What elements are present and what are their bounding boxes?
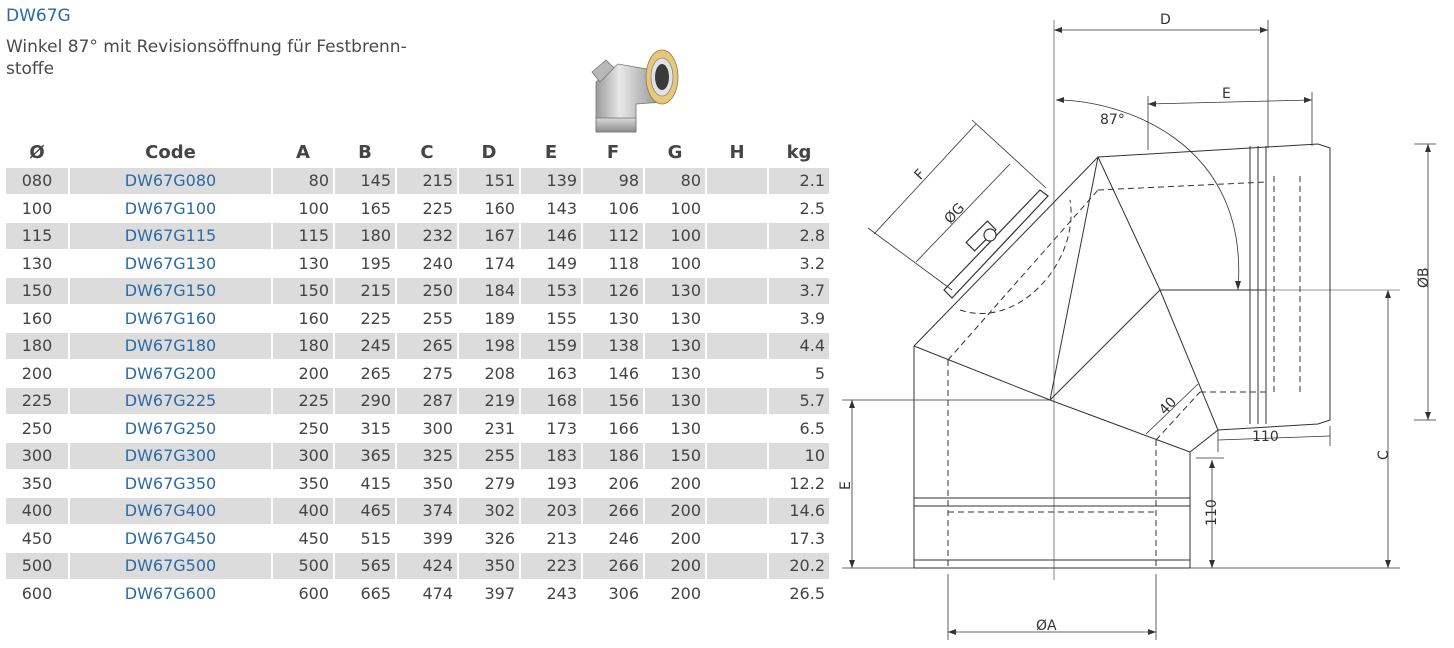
cell-c: 374	[397, 498, 457, 524]
cell-diameter: 400	[6, 498, 68, 524]
label-e-top: E	[1222, 86, 1231, 102]
cell-a: 160	[298, 308, 329, 328]
cell-a: 300	[273, 443, 333, 469]
cell-c: 325	[397, 443, 457, 469]
cell-b: 515	[360, 528, 391, 548]
cell-kg: 6.5	[799, 418, 825, 438]
cell-f: 146	[608, 363, 639, 383]
col-header-h: H	[729, 141, 745, 163]
cell-c: 215	[397, 168, 457, 194]
cell-a: 250	[298, 418, 329, 438]
cell-d: 255	[459, 443, 519, 469]
cell-kg: 2.5	[799, 198, 825, 218]
cell-diameter: 160	[21, 308, 53, 328]
cell-f: 306	[608, 583, 639, 603]
cell-diameter: 350	[21, 473, 53, 493]
product-code: DW67G	[6, 6, 71, 26]
cell-a: 80	[273, 168, 333, 194]
cell-b: 465	[335, 498, 395, 524]
cell-b: 245	[335, 333, 395, 359]
label-angle: 87°	[1100, 112, 1125, 128]
cell-f: 266	[583, 498, 643, 524]
cell-code: DW67G350	[124, 473, 217, 493]
cell-c: 232	[397, 223, 457, 249]
cell-d: 219	[459, 388, 519, 414]
cell-diameter: 600	[21, 583, 53, 603]
cell-d: 208	[484, 363, 515, 383]
cell-g: 200	[670, 583, 701, 603]
cell-b: 415	[360, 473, 391, 493]
cell-b: 565	[335, 553, 395, 579]
cell-kg: 10	[769, 443, 829, 469]
cell-e: 139	[521, 168, 581, 194]
cell-a: 130	[298, 253, 329, 273]
cell-c: 399	[422, 528, 453, 548]
cell-e: 193	[546, 473, 577, 493]
cell-d: 302	[459, 498, 519, 524]
cell-a: 100	[298, 198, 329, 218]
cell-code: DW67G150	[70, 278, 271, 304]
col-header-e: E	[544, 141, 558, 163]
cell-kg: 5.7	[769, 388, 829, 414]
cell-c: 287	[397, 388, 457, 414]
cell-kg: 3.9	[799, 308, 825, 328]
cell-code: DW67G180	[70, 333, 271, 359]
cell-c: 474	[422, 583, 453, 603]
cell-f: 138	[583, 333, 643, 359]
cell-a: 115	[273, 223, 333, 249]
cell-f: 206	[608, 473, 639, 493]
cell-g: 200	[670, 528, 701, 548]
cell-code: DW67G115	[70, 223, 271, 249]
col-header-kg: kg	[786, 141, 812, 163]
cell-f: 156	[583, 388, 643, 414]
cell-b: 145	[335, 168, 395, 194]
label-b: ØB	[1416, 267, 1432, 288]
col-header-d: D	[481, 141, 497, 163]
cell-d: 231	[484, 418, 515, 438]
cell-e: 146	[521, 223, 581, 249]
cell-e: 149	[546, 253, 577, 273]
cell-kg: 2.8	[769, 223, 829, 249]
cell-a: 500	[273, 553, 333, 579]
cell-a: 150	[273, 278, 333, 304]
cell-kg: 2.1	[769, 168, 829, 194]
cell-diameter: 115	[6, 223, 68, 249]
label-c: C	[1376, 450, 1392, 460]
cell-b: 180	[335, 223, 395, 249]
cell-diameter: 250	[21, 418, 53, 438]
cell-a: 600	[298, 583, 329, 603]
cell-kg: 12.2	[789, 473, 825, 493]
cell-diameter: 300	[6, 443, 68, 469]
col-header-diameter: Ø	[29, 141, 45, 163]
cell-f: 118	[608, 253, 639, 273]
cell-d: 174	[484, 253, 515, 273]
cell-a: 450	[298, 528, 329, 548]
label-40: 40	[1156, 394, 1181, 419]
cell-b: 195	[360, 253, 391, 273]
cell-kg: 3.7	[769, 278, 829, 304]
cell-diameter: 100	[21, 198, 53, 218]
cell-d: 279	[484, 473, 515, 493]
cell-e: 163	[546, 363, 577, 383]
cell-b: 215	[335, 278, 395, 304]
cell-d: 350	[459, 553, 519, 579]
cell-d: 326	[484, 528, 515, 548]
cell-e: 155	[546, 308, 577, 328]
cell-c: 225	[422, 198, 453, 218]
cell-b: 365	[335, 443, 395, 469]
cell-diameter: 200	[21, 363, 53, 383]
cell-f: 112	[583, 223, 643, 249]
col-header-f: F	[606, 141, 620, 163]
label-a: ØA	[1036, 618, 1057, 634]
cell-diameter: 130	[21, 253, 53, 273]
cell-g: 200	[645, 498, 705, 524]
cell-g: 80	[645, 168, 705, 194]
cell-kg: 5	[814, 363, 825, 383]
label-110-right: 110	[1252, 429, 1279, 445]
label-110-bottom: 110	[1204, 499, 1220, 526]
cell-g: 100	[645, 223, 705, 249]
cell-g: 100	[670, 253, 701, 273]
cell-g: 130	[670, 363, 701, 383]
label-g: ØG	[941, 200, 969, 228]
cell-d: 397	[484, 583, 515, 603]
cell-c: 300	[422, 418, 453, 438]
cell-f: 266	[583, 553, 643, 579]
col-header-b: B	[358, 141, 372, 163]
cell-code: DW67G080	[70, 168, 271, 194]
cell-diameter: 500	[6, 553, 68, 579]
cell-diameter: 150	[6, 278, 68, 304]
cell-d: 198	[459, 333, 519, 359]
cell-f: 126	[583, 278, 643, 304]
cell-code: DW67G130	[124, 253, 217, 273]
cell-kg: 14.6	[769, 498, 829, 524]
cell-code: DW67G225	[70, 388, 271, 414]
cell-d: 151	[459, 168, 519, 194]
cell-a: 225	[273, 388, 333, 414]
cell-e: 213	[546, 528, 577, 548]
col-header-c: C	[420, 141, 434, 163]
col-header-code: Code	[145, 141, 196, 163]
cell-c: 240	[422, 253, 453, 273]
cell-e: 168	[521, 388, 581, 414]
cell-c: 350	[422, 473, 453, 493]
col-header-a: A	[296, 141, 310, 163]
cell-code: DW67G500	[70, 553, 271, 579]
cell-f: 186	[583, 443, 643, 469]
cell-f: 166	[608, 418, 639, 438]
cell-code: DW67G300	[70, 443, 271, 469]
cell-g: 130	[645, 388, 705, 414]
cell-b: 265	[360, 363, 391, 383]
cell-e: 223	[521, 553, 581, 579]
cell-kg: 4.4	[769, 333, 829, 359]
cell-e: 243	[546, 583, 577, 603]
cell-code: DW67G160	[124, 308, 217, 328]
cell-f: 98	[583, 168, 643, 194]
cell-d: 189	[484, 308, 515, 328]
cell-f: 130	[608, 308, 639, 328]
cell-b: 315	[360, 418, 391, 438]
cell-c: 275	[422, 363, 453, 383]
cell-g: 150	[645, 443, 705, 469]
cell-kg: 26.5	[789, 583, 825, 603]
cell-a: 350	[298, 473, 329, 493]
cell-e: 183	[521, 443, 581, 469]
cell-code: DW67G250	[124, 418, 217, 438]
col-header-g: G	[667, 141, 683, 163]
cell-g: 130	[670, 308, 701, 328]
cell-e: 203	[521, 498, 581, 524]
cell-f: 246	[608, 528, 639, 548]
cell-e: 173	[546, 418, 577, 438]
cell-b: 165	[360, 198, 391, 218]
cell-kg: 20.2	[769, 553, 829, 579]
cell-g: 130	[645, 333, 705, 359]
label-e-left: E	[838, 481, 854, 490]
cell-diameter: 225	[6, 388, 68, 414]
cell-code: DW67G200	[124, 363, 217, 383]
cell-code: DW67G450	[124, 528, 217, 548]
cell-e: 153	[521, 278, 581, 304]
cell-diameter: 180	[6, 333, 68, 359]
description-line-1: Winkel 87° mit Revisionsöffnung für Festbrenn-	[6, 37, 407, 57]
cell-c: 424	[397, 553, 457, 579]
label-d: D	[1160, 12, 1171, 28]
cell-c: 265	[397, 333, 457, 359]
description-line-2: stoffe	[6, 59, 55, 79]
cell-d: 160	[484, 198, 515, 218]
cell-e: 159	[521, 333, 581, 359]
cell-g: 100	[670, 198, 701, 218]
cell-code: DW67G600	[124, 583, 217, 603]
cell-diameter: 080	[6, 168, 68, 194]
cell-g: 200	[670, 473, 701, 493]
cell-d: 167	[459, 223, 519, 249]
cell-a: 400	[273, 498, 333, 524]
cell-kg: 3.2	[799, 253, 825, 273]
cell-f: 106	[608, 198, 639, 218]
cell-b: 290	[335, 388, 395, 414]
cell-b: 225	[360, 308, 391, 328]
cell-g: 130	[670, 418, 701, 438]
cell-b: 665	[360, 583, 391, 603]
cell-e: 143	[546, 198, 577, 218]
cell-c: 250	[397, 278, 457, 304]
cell-c: 255	[422, 308, 453, 328]
cell-g: 200	[645, 553, 705, 579]
cell-d: 184	[459, 278, 519, 304]
label-f: F	[911, 166, 929, 184]
cell-a: 180	[273, 333, 333, 359]
cell-code: DW67G400	[70, 498, 271, 524]
cell-diameter: 450	[21, 528, 53, 548]
cell-g: 130	[645, 278, 705, 304]
cell-code: DW67G100	[124, 198, 217, 218]
cell-kg: 17.3	[789, 528, 825, 548]
cell-a: 200	[298, 363, 329, 383]
